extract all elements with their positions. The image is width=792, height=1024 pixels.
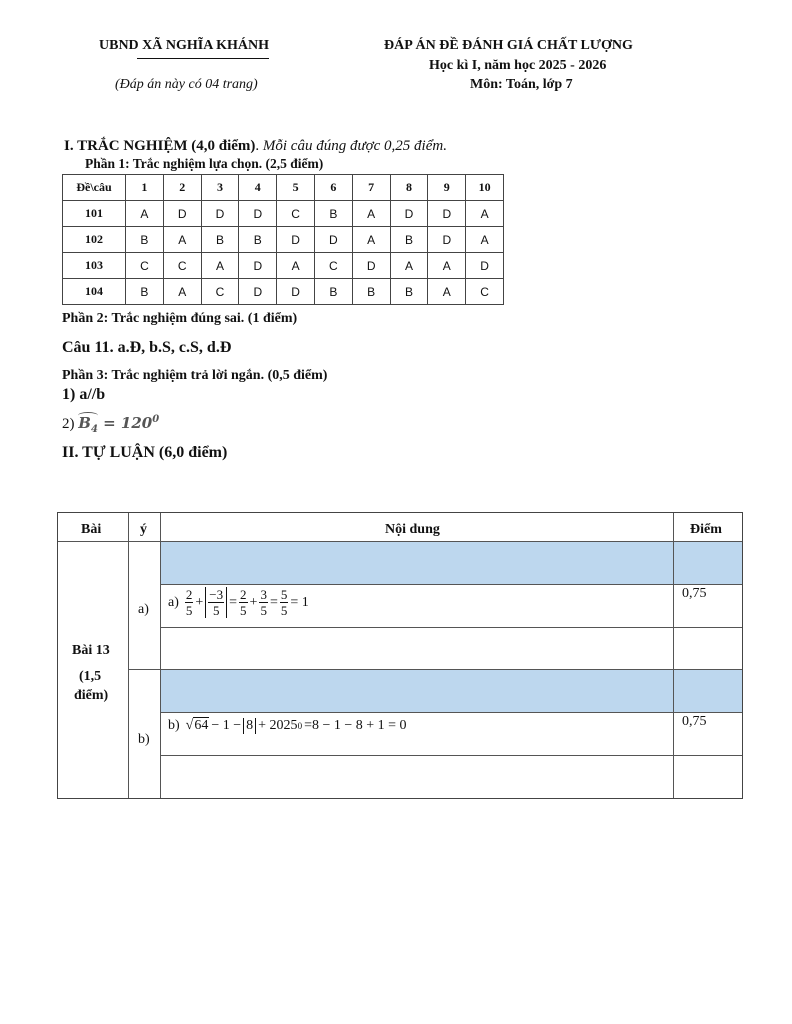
part-b-expression: [168, 718, 407, 734]
subject: Môn: Toán, lớp 7: [470, 77, 573, 92]
section1-heading: I. TRẮC NGHIỆM (4,0 điểm): [64, 138, 256, 154]
part-a-label: a): [138, 602, 149, 617]
answer-cell: D: [277, 279, 315, 305]
mc-col: 10: [466, 175, 504, 201]
part2-title: Phần 2: Trắc nghiệm đúng sai. (1 điểm): [62, 311, 298, 326]
answer-cell: B: [201, 227, 239, 253]
answer-cell: A: [428, 253, 466, 279]
denominator: 5: [260, 603, 267, 618]
row-divider: [129, 669, 742, 670]
mc-header-row: [63, 175, 504, 201]
part-b-content: [168, 718, 407, 734]
row-divider: [161, 627, 742, 628]
pages-note: (Đáp án này có 04 trang): [115, 77, 258, 92]
essay-table: [57, 512, 743, 799]
part-a-expression: [168, 587, 309, 618]
shaded-row: [674, 542, 742, 584]
shaded-row: [674, 670, 742, 712]
a-prefix: a): [168, 594, 179, 610]
mc-col: 1: [126, 175, 164, 201]
answer-cell: A: [163, 227, 201, 253]
mc-corner: Đề\câu: [63, 175, 126, 201]
answer-cell: D: [277, 227, 315, 253]
angle-subscript: 4: [90, 424, 98, 435]
answer-cell: A: [466, 227, 504, 253]
answer-cell: B: [352, 279, 390, 305]
denominator: 5: [280, 603, 288, 618]
row-divider: [58, 541, 742, 542]
square-root: √64: [185, 718, 209, 733]
answer-cell: A: [201, 253, 239, 279]
answer-cell: A: [352, 227, 390, 253]
answer-cell: B: [126, 227, 164, 253]
mc-col: 7: [352, 175, 390, 201]
result: = 1: [290, 594, 309, 610]
section2-title: II. TỰ LUẬN (6,0 điểm): [62, 444, 228, 461]
header-diem: Điểm: [690, 522, 722, 537]
exam-code: 101: [63, 201, 126, 227]
radicand: 64: [194, 718, 209, 733]
answer-cell: D: [428, 201, 466, 227]
answer-cell: B: [390, 227, 428, 253]
answer-cell: C: [314, 253, 352, 279]
fraction: [259, 587, 268, 618]
denominator: 5: [212, 603, 220, 618]
absolute-value: [243, 718, 256, 734]
answer-cell: D: [239, 253, 277, 279]
header-bai: Bài: [81, 522, 102, 537]
answer-cell: B: [390, 279, 428, 305]
short-answer-2: [62, 414, 159, 435]
part-a-score: 0,75: [682, 586, 707, 601]
answer-cell: A: [466, 201, 504, 227]
bai13-points-2: điểm): [74, 688, 109, 703]
part-a-content: [168, 587, 309, 618]
result: =8 − 1 − 8 + 1 = 0: [304, 718, 407, 733]
answer-cell: B: [314, 201, 352, 227]
answer-cell: D: [201, 201, 239, 227]
answer-cell: C: [466, 279, 504, 305]
answer-cell: D: [428, 227, 466, 253]
question11-answer: Câu 11. a.Đ, b.S, c.S, d.Đ: [62, 339, 232, 356]
section1-title: [64, 138, 447, 155]
mc-col: 2: [163, 175, 201, 201]
mc-col: 4: [239, 175, 277, 201]
abs-content: 8: [246, 718, 254, 733]
plus-sign: +: [195, 594, 204, 610]
exam-code: 104: [63, 279, 126, 305]
fraction: [280, 587, 289, 618]
header-y: ý: [140, 522, 147, 537]
denominator: 5: [240, 603, 247, 618]
numerator: 2: [185, 587, 193, 602]
answer-cell: A: [126, 201, 164, 227]
mc-col: 5: [277, 175, 315, 201]
table-row: [63, 253, 504, 279]
col-divider: [128, 513, 129, 798]
part1-title: Phần 1: Trắc nghiệm lựa chọn. (2,5 điểm): [85, 156, 324, 171]
answer2-prefix: 2): [62, 416, 79, 432]
answer-cell: C: [277, 201, 315, 227]
part3-title: Phần 3: Trắc nghiệm trả lời ngắn. (0,5 điểm): [62, 368, 328, 383]
row-divider: [161, 584, 742, 585]
answer-cell: B: [239, 227, 277, 253]
plus-sign: +: [249, 594, 258, 610]
org-underline: [137, 58, 269, 59]
answer-cell: D: [390, 201, 428, 227]
semester: Học kì I, năm học 2025 - 2026: [429, 58, 607, 73]
mc-answer-table: [62, 174, 504, 305]
answer-cell: A: [277, 253, 315, 279]
denominator: 5: [185, 603, 193, 618]
part-b-score: 0,75: [682, 714, 707, 729]
organization-name: UBND XÃ NGHĨA KHÁNH: [99, 38, 269, 53]
angle-expression: [78, 414, 160, 435]
numerator: 2: [240, 587, 247, 602]
row-divider: [161, 712, 742, 713]
answer-cell: D: [163, 201, 201, 227]
answer-cell: D: [314, 227, 352, 253]
angle-letter: B: [78, 414, 91, 432]
short-answer-1: 1) a//b: [62, 386, 106, 403]
fraction: [239, 587, 248, 618]
answer-cell: C: [163, 253, 201, 279]
fraction: [208, 587, 224, 618]
answer-cell: B: [126, 279, 164, 305]
degree-sup: 0: [152, 414, 160, 425]
b-prefix: b): [168, 718, 180, 733]
answer-cell: A: [352, 201, 390, 227]
answer-cell: C: [201, 279, 239, 305]
mc-col: 8: [390, 175, 428, 201]
row-divider: [161, 755, 742, 756]
exponent: 0: [297, 721, 303, 731]
mc-col: 9: [428, 175, 466, 201]
bai13-label: Bài 13: [72, 643, 110, 658]
fraction: [185, 587, 194, 618]
shaded-row: [161, 542, 673, 584]
angle-hat: [78, 414, 98, 435]
section1-note: Mỗi câu đúng được 0,25 điểm.: [262, 138, 447, 154]
numerator: 5: [280, 587, 288, 602]
answer-cell: A: [390, 253, 428, 279]
table-row: [63, 227, 504, 253]
absolute-value: [205, 587, 227, 618]
answer-cell: A: [428, 279, 466, 305]
mc-col: 3: [201, 175, 239, 201]
numerator: −3: [209, 587, 224, 602]
exam-title: ĐÁP ÁN ĐỀ ĐÁNH GIÁ CHẤT LƯỢNG: [384, 38, 633, 53]
answer-cell: D: [352, 253, 390, 279]
answer-cell: B: [314, 279, 352, 305]
answer-cell: C: [126, 253, 164, 279]
minus-terms: − 1 −: [211, 718, 242, 733]
exam-code: 102: [63, 227, 126, 253]
equals-sign: =: [229, 594, 238, 610]
equals-sign: =: [269, 594, 278, 610]
section1-sep: .: [255, 138, 263, 154]
angle-equals: = 120: [97, 414, 153, 432]
table-row: [63, 279, 504, 305]
answer-cell: A: [163, 279, 201, 305]
shaded-row: [161, 670, 673, 712]
answer-cell: D: [239, 201, 277, 227]
table-row: [63, 201, 504, 227]
plus-term: + 2025: [258, 718, 298, 733]
answer-cell: D: [466, 253, 504, 279]
numerator: 3: [260, 587, 267, 602]
part-b-label: b): [138, 732, 150, 747]
mc-col: 6: [314, 175, 352, 201]
exam-code: 103: [63, 253, 126, 279]
answer-cell: D: [239, 279, 277, 305]
header-noidung: Nội dung: [385, 522, 440, 537]
bai13-points-1: (1,5: [79, 669, 102, 684]
